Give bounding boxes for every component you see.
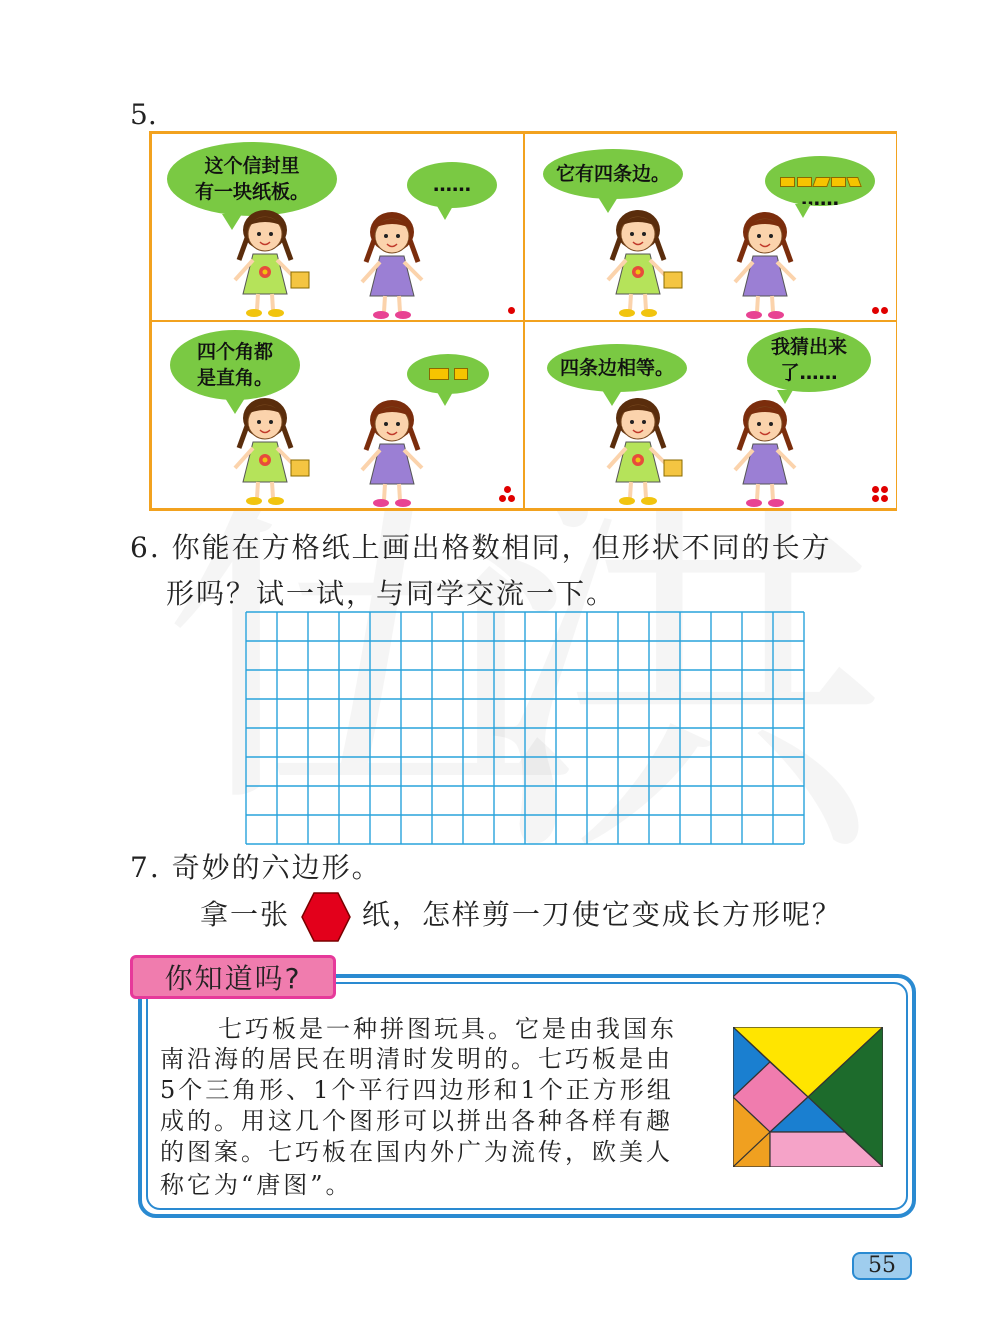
speech-bubble-right: ……	[765, 156, 875, 206]
square-grid-paper	[244, 610, 806, 846]
info-line-4: 成的。用这几个图形可以拼出各种各样有趣	[160, 1107, 673, 1135]
speech-bubble-right: ……	[407, 162, 497, 208]
speech-bubble-left: 这个信封里 有一块纸板。	[167, 142, 337, 216]
question-6-line-1: 6. 你能在方格纸上画出格数相同，但形状不同的长方	[130, 531, 832, 564]
info-line-5: 的图案。七巧板在国内外广为流传，欧美人	[160, 1138, 673, 1166]
prompt-text-after: 纸，怎样剪一刀使它变成长方形呢？	[361, 898, 842, 931]
speech-bubble-right: 我猜出来 了……	[747, 328, 871, 392]
girl-with-envelope-icon	[525, 134, 898, 322]
question-7-title: 7. 奇妙的六边形。	[130, 851, 382, 884]
comic-strip	[149, 131, 897, 511]
question-6-line-2: 形吗？试一试，与同学交流一下。	[166, 577, 617, 610]
question-7-prompt	[200, 893, 842, 933]
page-number: 55	[852, 1252, 912, 1280]
info-line-1: 七巧板是一种拼图玩具。它是由我国东	[218, 1015, 677, 1043]
info-line-3: 5个三角形、1个平行四边形和1个正方形组	[160, 1076, 674, 1104]
speech-bubble-left: 它有四条边。	[543, 149, 683, 199]
info-line-6: 称它为“唐图”。	[160, 1171, 353, 1199]
comic-panel-4	[524, 321, 897, 509]
tangram-icon	[733, 1027, 883, 1167]
did-you-know-label: 你知道吗?	[130, 955, 336, 999]
prompt-text-before: 拿一张	[200, 898, 291, 931]
girl-with-envelope-icon	[152, 322, 525, 510]
comic-panel-2	[524, 133, 897, 321]
comic-panel-1	[151, 133, 524, 321]
girl-with-envelope-icon	[152, 134, 525, 322]
girl-with-envelope-icon	[525, 322, 898, 510]
hexagon-icon	[301, 891, 351, 943]
info-line-2: 南沿海的居民在明清时发明的。七巧板是由	[160, 1045, 673, 1073]
question-5-number: 5.	[130, 98, 157, 131]
speech-bubble-left: 四条边相等。	[547, 344, 687, 392]
speech-bubble-left: 四个角都 是直角。	[170, 330, 300, 400]
comic-panel-3	[151, 321, 524, 509]
